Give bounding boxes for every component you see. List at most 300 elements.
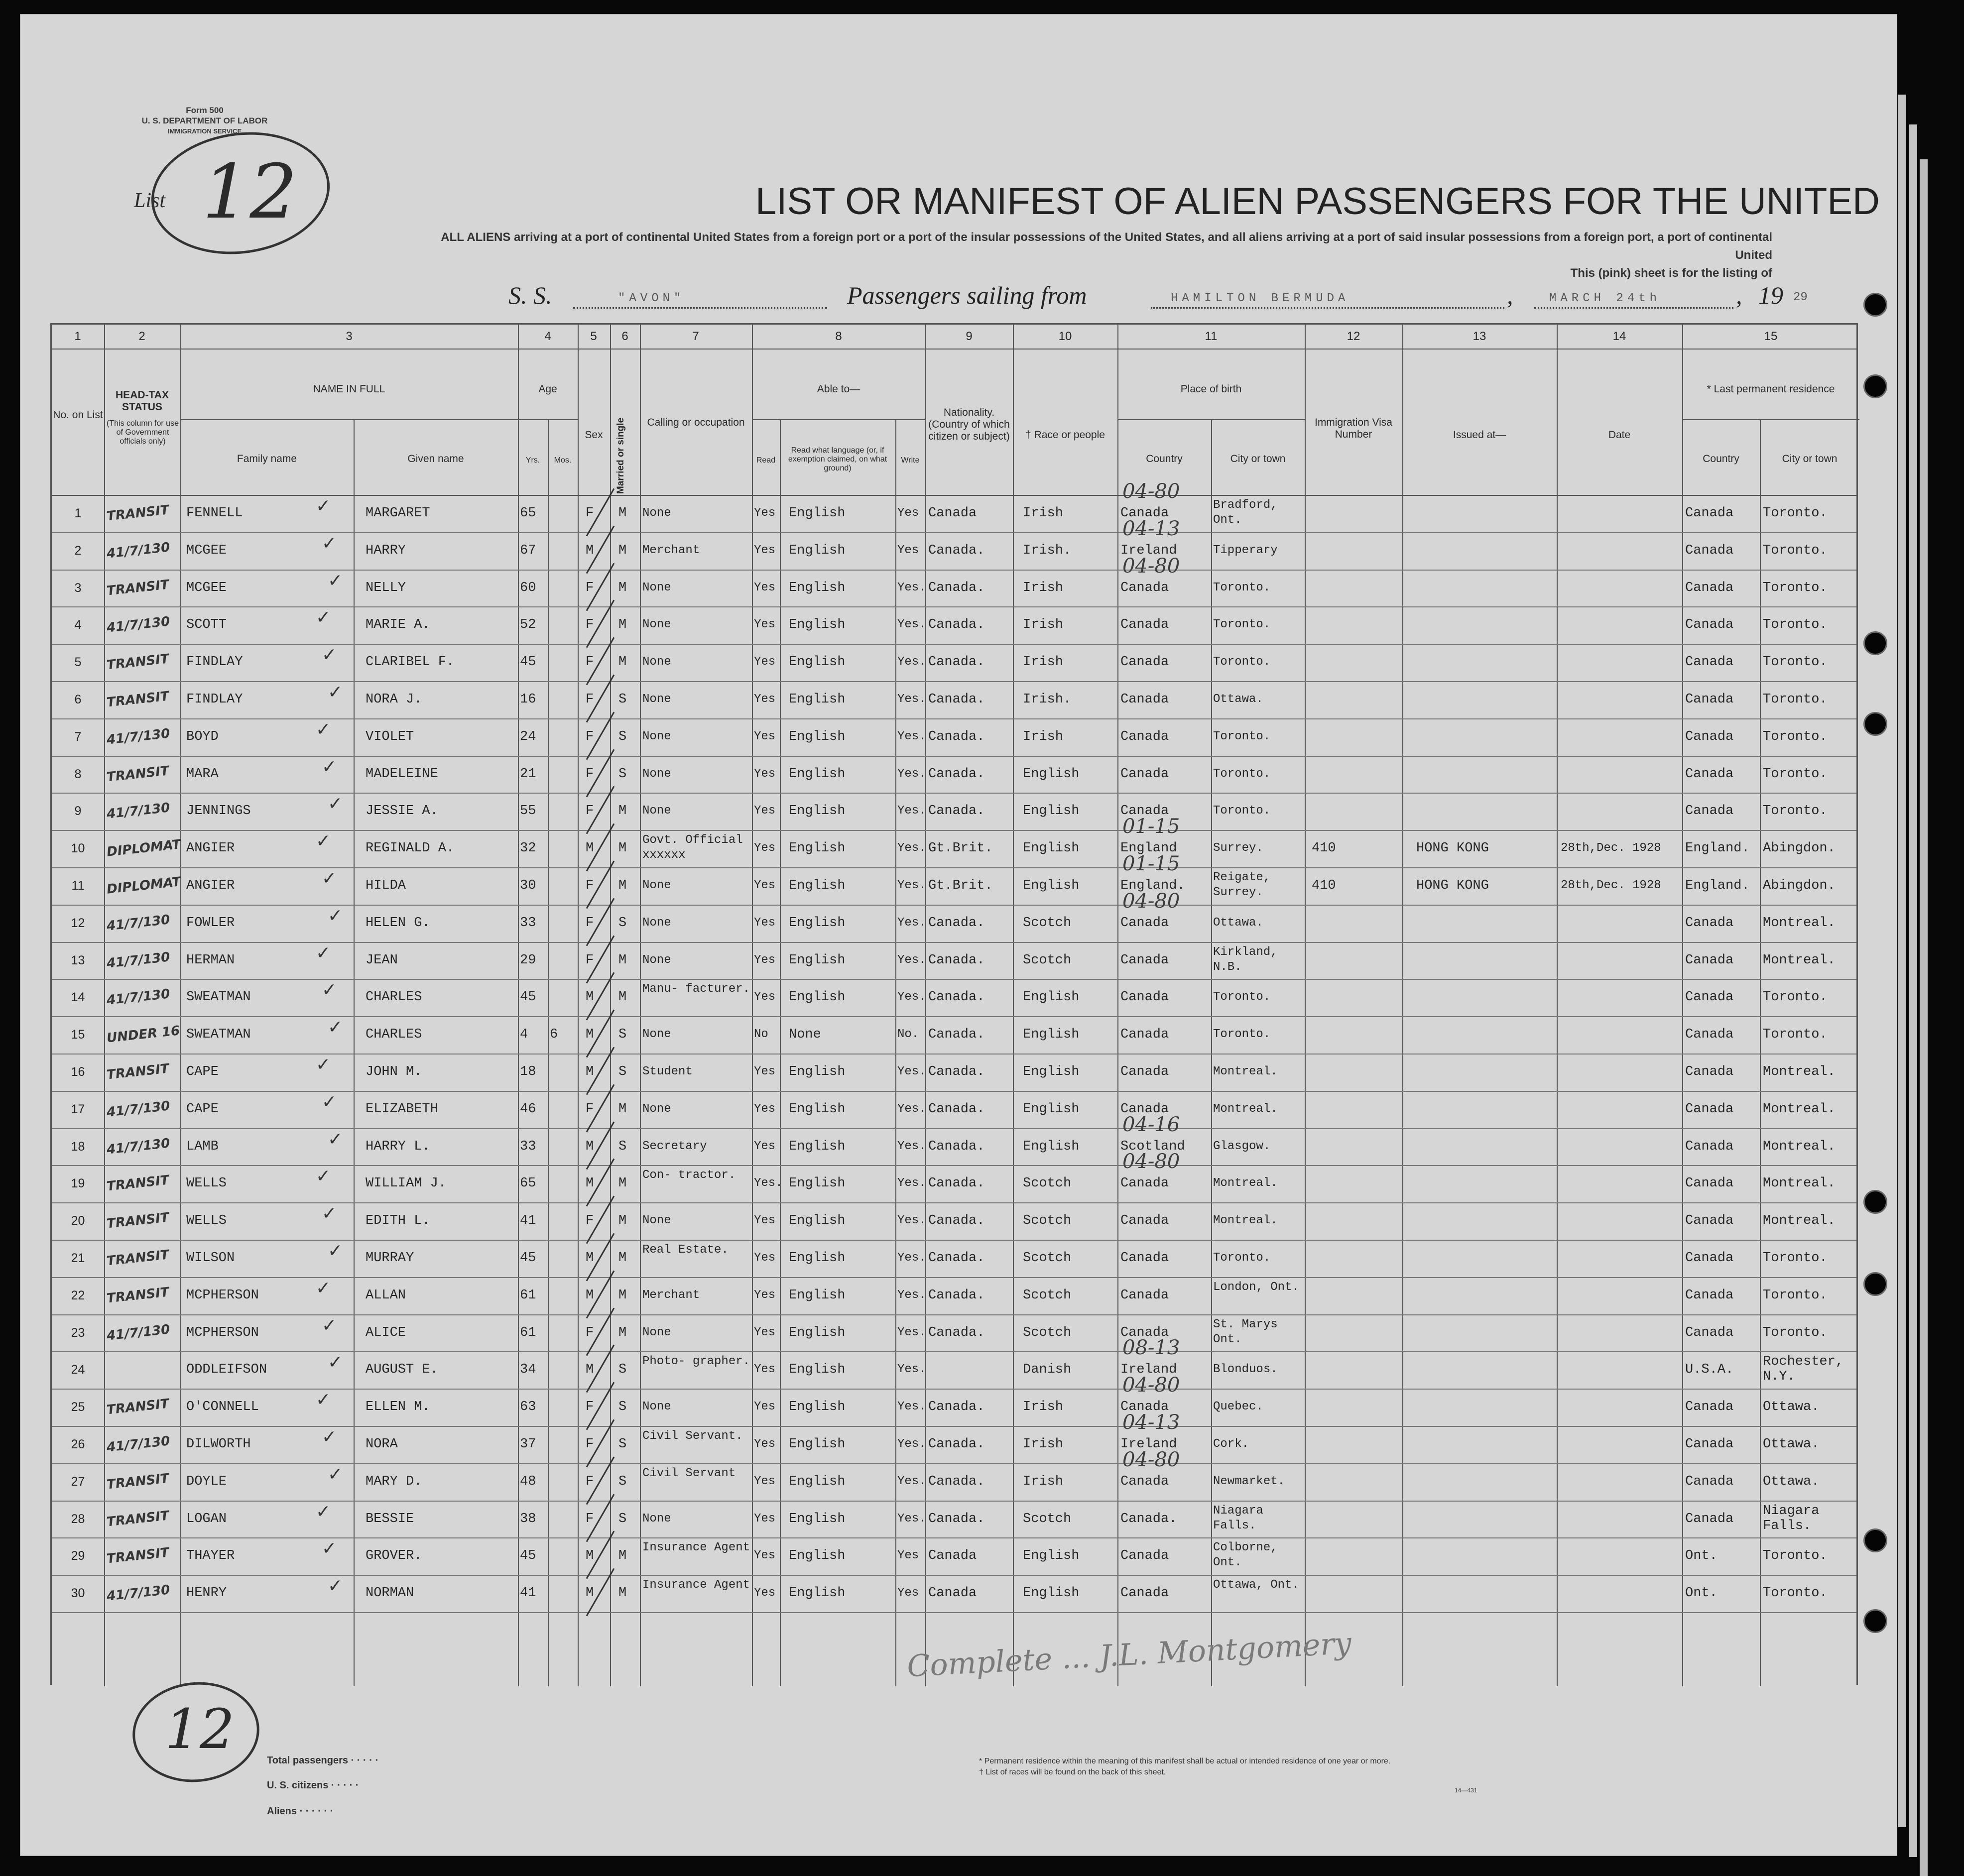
sex: F <box>586 1437 594 1452</box>
row-number: 29 <box>71 1549 85 1563</box>
nationality: Canada. <box>928 655 985 670</box>
can-read: Yes <box>754 1102 776 1116</box>
race: Irish <box>1023 1474 1064 1489</box>
header-last-residence: * Last permanent residence <box>1707 383 1835 395</box>
row-number: 4 <box>74 618 82 632</box>
birth-country: Canada <box>1120 1176 1169 1191</box>
table-row <box>52 1092 1856 1129</box>
can-write: Yes. <box>897 1065 926 1078</box>
birth-country: Canada <box>1120 1586 1169 1601</box>
can-write: Yes. <box>897 767 926 781</box>
row-number: 5 <box>74 655 82 670</box>
header-age-months: Mos. <box>554 456 572 465</box>
given-name: MURRAY <box>366 1251 414 1266</box>
given-name: MARY D. <box>366 1474 422 1489</box>
can-read: Yes <box>754 693 776 706</box>
residence-country: England. <box>1685 841 1750 856</box>
marital-status: M <box>618 1251 627 1266</box>
race: Scotch <box>1023 1288 1072 1303</box>
table-row <box>52 980 1856 1017</box>
family-name: ODDLEIFSON <box>186 1362 267 1378</box>
residence-country: Canada <box>1685 1325 1734 1340</box>
marital-status: S <box>618 1400 627 1415</box>
handwritten-code: 04-80 <box>1122 1448 1180 1471</box>
header-place-of-birth: Place of birth <box>1180 383 1242 395</box>
birth-country: Canada <box>1120 1064 1169 1079</box>
birth-city: Toronto. <box>1213 804 1271 818</box>
occupation: None <box>642 916 671 930</box>
column-number: 13 <box>1473 330 1486 343</box>
birth-city: Montreal. <box>1213 1102 1278 1116</box>
column-number: 12 <box>1347 330 1360 343</box>
occupation: None <box>642 729 671 743</box>
residence-country: Canada <box>1685 655 1734 670</box>
given-name: CHARLES <box>366 1027 422 1043</box>
given-name: ALLAN <box>366 1288 406 1303</box>
marital-status: M <box>618 1288 627 1303</box>
head-tax-status: TRANSIT <box>106 651 170 673</box>
handwritten-code: 04-13 <box>1122 517 1180 540</box>
race: English <box>1023 878 1080 893</box>
age-years: 52 <box>520 617 536 633</box>
age-years: 29 <box>520 952 536 968</box>
read-language: English <box>789 729 846 744</box>
residence-country: Canada <box>1685 543 1734 558</box>
can-read: Yes <box>754 1549 776 1563</box>
age-years: 65 <box>520 1176 536 1191</box>
residence-country: Canada <box>1685 915 1734 931</box>
row-number: 22 <box>71 1288 85 1302</box>
head-tax-status: TRANSIT <box>106 502 170 524</box>
handwritten-code: 04-80 <box>1122 480 1180 503</box>
family-name: MCGEE <box>186 580 227 595</box>
marital-status: S <box>618 766 627 782</box>
header-res-country: Country <box>1703 453 1739 465</box>
sex: F <box>586 1400 594 1415</box>
read-language: English <box>789 655 846 670</box>
us-citizens-label: U. S. citizens · · · · · <box>267 1780 359 1791</box>
check-mark-icon: ✓ <box>316 942 331 963</box>
can-read: Yes <box>754 953 776 967</box>
row-number: 13 <box>71 953 85 967</box>
head-tax-status: DIPLOMAT <box>106 874 182 897</box>
sex: F <box>586 655 594 670</box>
age-years: 45 <box>520 655 536 670</box>
read-language: English <box>789 1101 846 1117</box>
sex: F <box>586 915 594 931</box>
residence-country: Canada <box>1685 692 1734 707</box>
birth-city: Colborne, Ont. <box>1213 1541 1278 1570</box>
can-read: Yes <box>754 1363 776 1377</box>
ship-label: S. S. <box>508 281 552 309</box>
handwritten-code: 04-80 <box>1122 1374 1180 1397</box>
can-read: Yes <box>754 506 776 520</box>
head-tax-status: TRANSIT <box>106 1545 170 1567</box>
nationality: Canada. <box>928 915 985 931</box>
head-tax-status: TRANSIT <box>106 689 170 710</box>
age-years: 24 <box>520 729 536 744</box>
residence-city: Montreal. <box>1763 1101 1836 1117</box>
check-mark-icon: ✓ <box>316 1278 331 1298</box>
header-nationality: Nationality. (Country of which citizen or subject) <box>928 407 1010 442</box>
residence-city: Toronto. <box>1763 1027 1828 1043</box>
head-tax-status: TRANSIT <box>106 1172 170 1194</box>
can-write: Yes. <box>897 1214 926 1228</box>
can-write: Yes. <box>897 916 926 930</box>
sex: M <box>586 1176 594 1191</box>
birth-city: Reigate, Surrey. <box>1213 871 1271 899</box>
head-tax-status: TRANSIT <box>106 1396 170 1418</box>
birth-country: Canada <box>1120 1027 1169 1043</box>
sex: M <box>586 543 594 558</box>
age-years: 41 <box>520 1213 536 1229</box>
birth-country: Canada <box>1120 1325 1169 1340</box>
given-name: JEAN <box>366 952 398 968</box>
marital-status: M <box>618 506 627 521</box>
read-language: English <box>789 1288 846 1303</box>
residence-city: Toronto. <box>1763 766 1828 782</box>
circled-total: 12 <box>165 1697 235 1761</box>
residence-city: Montreal. <box>1763 915 1836 931</box>
birth-country: Canada. <box>1120 1511 1177 1526</box>
nationality: Canada. <box>928 804 985 819</box>
head-tax-status: 41/7/130 <box>106 800 171 822</box>
check-mark-icon: ✓ <box>328 1241 343 1261</box>
marital-status: S <box>618 1027 627 1043</box>
given-name: HARRY <box>366 543 406 558</box>
read-language: English <box>789 1362 846 1378</box>
can-write: No. <box>897 1028 919 1042</box>
residence-city: Toronto. <box>1763 543 1828 558</box>
nationality: Canada. <box>928 1139 985 1154</box>
age-years: 38 <box>520 1511 536 1526</box>
race: Scotch <box>1023 1325 1072 1340</box>
visa-date: 28th,Dec. 1928 <box>1561 879 1661 892</box>
punch-hole <box>1863 1272 1887 1296</box>
instructions <box>428 229 1772 282</box>
residence-country: Canada <box>1685 506 1734 521</box>
can-read: Yes <box>754 655 776 669</box>
birth-city: Quebec. <box>1213 1400 1263 1414</box>
table-row <box>52 645 1856 682</box>
can-write: Yes. <box>897 953 926 967</box>
family-name: HENRY <box>186 1586 227 1601</box>
sex: F <box>586 1474 594 1489</box>
residence-country: Canada <box>1685 952 1734 968</box>
table-row <box>52 1411 1856 1464</box>
row-number: 16 <box>71 1065 85 1079</box>
race: Irish <box>1023 506 1064 521</box>
age-years: 45 <box>520 1251 536 1266</box>
check-mark-icon: ✓ <box>328 1352 343 1373</box>
nationality: Canada. <box>928 1176 985 1191</box>
sex: M <box>586 990 594 1005</box>
row-number: 23 <box>71 1325 85 1340</box>
residence-city: Montreal. <box>1763 1064 1836 1079</box>
family-name: JENNINGS <box>186 804 251 819</box>
residence-city: Toronto. <box>1763 804 1828 819</box>
family-name: ANGIER <box>186 878 235 893</box>
read-language: English <box>789 1251 846 1266</box>
table-row <box>52 554 1856 608</box>
head-tax-status: 41/7/130 <box>106 540 171 562</box>
handwritten-code: 01-15 <box>1122 815 1180 838</box>
row-number: 18 <box>71 1139 85 1154</box>
birth-country: Canada <box>1120 692 1169 707</box>
table-row <box>52 1374 1856 1427</box>
can-read: Yes <box>754 1214 776 1228</box>
occupation: None <box>642 655 671 669</box>
birth-city: Kirkland, N.B. <box>1213 945 1278 974</box>
residence-country: Canada <box>1685 766 1734 782</box>
race: Scotch <box>1023 915 1072 931</box>
read-language: English <box>789 1064 846 1079</box>
check-mark-icon: ✓ <box>322 1427 337 1447</box>
occupation: Real Estate. <box>642 1243 729 1257</box>
occupation: Merchant <box>642 1288 700 1302</box>
can-write: Yes. <box>897 1251 926 1265</box>
can-read: Yes <box>754 1251 776 1265</box>
occupation: Insurance Agent <box>642 1578 750 1592</box>
head-tax-status: 41/7/130 <box>106 1433 171 1455</box>
sex: F <box>586 1213 594 1229</box>
row-number: 6 <box>74 693 82 706</box>
marital-status: M <box>618 1586 627 1601</box>
family-name: LAMB <box>186 1139 219 1154</box>
occupation: None <box>642 804 671 818</box>
race: Irish. <box>1023 543 1072 558</box>
birth-country: England. <box>1120 878 1185 893</box>
can-write: Yes. <box>897 693 926 706</box>
can-read: Yes <box>754 1437 776 1451</box>
occupation: None <box>642 767 671 781</box>
check-mark-icon: ✓ <box>328 1129 343 1150</box>
table-row <box>52 889 1856 943</box>
marital-status: M <box>618 1548 627 1564</box>
check-mark-icon: ✓ <box>316 719 331 740</box>
punch-hole <box>1863 374 1887 398</box>
occupation: Manu- facturer. <box>642 982 750 996</box>
given-name: HARRY L. <box>366 1139 430 1154</box>
family-name: MCPHERSON <box>186 1325 259 1340</box>
occupation: Student <box>642 1065 693 1078</box>
birth-country: Canada <box>1120 952 1169 968</box>
residence-country: U.S.A. <box>1685 1362 1734 1378</box>
residence-city: Montreal. <box>1763 952 1836 968</box>
can-read: Yes <box>754 1512 776 1525</box>
family-name: FENNELL <box>186 506 243 521</box>
given-name: WILLIAM J. <box>366 1176 447 1191</box>
birth-country: Canada <box>1120 617 1169 633</box>
sex: F <box>586 1511 594 1526</box>
nationality: Canada. <box>928 543 985 558</box>
residence-country: Canada <box>1685 617 1734 633</box>
family-name: HERMAN <box>186 952 235 968</box>
row-number: 26 <box>71 1437 85 1451</box>
nationality: Canada. <box>928 1511 985 1526</box>
head-tax-status: 41/7/130 <box>106 1136 171 1158</box>
marital-status: S <box>618 1474 627 1489</box>
birth-country: Scotland <box>1120 1139 1185 1154</box>
read-language: English <box>789 766 846 782</box>
family-name: SWEATMAN <box>186 990 251 1005</box>
residence-country: Canada <box>1685 1474 1734 1489</box>
given-name: MADELEINE <box>366 766 438 782</box>
nationality: Gt.Brit. <box>928 878 993 893</box>
sex: F <box>586 729 594 744</box>
column-number: 14 <box>1612 330 1626 343</box>
read-language: English <box>789 1213 846 1229</box>
birth-city: London, Ont. <box>1213 1280 1299 1294</box>
marital-status: M <box>618 580 627 595</box>
footnote-races: † List of races will be found on the back of this sheet. <box>979 1768 1166 1776</box>
nationality: Canada. <box>928 1101 985 1117</box>
total-passengers-label: Total passengers · · · · · <box>267 1755 379 1766</box>
race: English <box>1023 841 1080 856</box>
nationality: Canada. <box>928 729 985 744</box>
given-name: CLARIBEL F. <box>366 655 455 670</box>
can-write: Yes. <box>897 618 926 632</box>
race: Scotch <box>1023 1176 1072 1191</box>
age-years: 63 <box>520 1400 536 1415</box>
table-row <box>52 757 1856 794</box>
residence-city: Toronto. <box>1763 617 1828 633</box>
can-write: Yes <box>897 1549 919 1563</box>
occupation: Secretary <box>642 1139 707 1153</box>
residence-city: Montreal. <box>1763 1139 1836 1154</box>
occupation: Insurance Agent <box>642 1541 750 1555</box>
birth-country: Canada <box>1120 655 1169 670</box>
nationality: Canada. <box>928 1027 985 1043</box>
age-years: 65 <box>520 506 536 521</box>
head-tax-status: 41/7/130 <box>106 1322 171 1344</box>
given-name: NELLY <box>366 580 406 595</box>
race: English <box>1023 1027 1080 1043</box>
check-mark-icon: ✓ <box>316 1055 331 1075</box>
birth-city: Montreal. <box>1213 1214 1278 1228</box>
read-language: English <box>789 1511 846 1526</box>
marital-status: M <box>618 1101 627 1117</box>
race: Danish <box>1023 1362 1072 1378</box>
head-tax-status: 41/7/130 <box>106 614 171 636</box>
birth-country: Canada <box>1120 766 1169 782</box>
occupation: Con- tractor. <box>642 1169 736 1182</box>
table-row <box>52 1502 1856 1539</box>
given-name: REGINALD A. <box>366 841 455 856</box>
column-number: 4 <box>544 330 551 343</box>
given-name: CHARLES <box>366 990 422 1005</box>
residence-country: Canada <box>1685 1251 1734 1266</box>
column-number: 15 <box>1764 330 1778 343</box>
check-mark-icon: ✓ <box>322 1203 337 1224</box>
year-suffix: 29 <box>1793 291 1808 304</box>
check-mark-icon: ✓ <box>328 570 343 591</box>
family-name: WELLS <box>186 1213 227 1229</box>
occupation: None <box>642 1028 671 1042</box>
occupation: None <box>642 1512 671 1525</box>
nationality: Canada. <box>928 1213 985 1229</box>
family-name: MCPHERSON <box>186 1288 259 1303</box>
row-number: 14 <box>71 990 85 1005</box>
race: Irish <box>1023 1437 1064 1452</box>
race: Scotch <box>1023 1511 1072 1526</box>
can-write: Yes <box>897 543 919 557</box>
table-row <box>52 1150 1856 1203</box>
birth-country: Canada <box>1120 1400 1169 1415</box>
marital-status: M <box>618 617 627 633</box>
residence-country: Ont. <box>1685 1586 1718 1601</box>
handwritten-code: 04-16 <box>1122 1113 1180 1136</box>
table-row <box>52 1017 1856 1055</box>
table-row <box>52 943 1856 980</box>
race: English <box>1023 1101 1080 1117</box>
table-row <box>52 1576 1856 1613</box>
family-name: SWEATMAN <box>186 1027 251 1043</box>
residence-country: Canada <box>1685 990 1734 1005</box>
handwritten-code: 01-15 <box>1122 852 1180 875</box>
check-mark-icon: ✓ <box>322 1091 337 1112</box>
family-name: ANGIER <box>186 841 235 856</box>
occupation: None <box>642 1214 671 1228</box>
residence-country: Canada <box>1685 1176 1734 1191</box>
residence-city: Toronto. <box>1763 990 1828 1005</box>
read-language: English <box>789 878 846 893</box>
marital-status: S <box>618 729 627 744</box>
given-name: ELLEN M. <box>366 1400 430 1415</box>
header-read: Read <box>756 456 776 465</box>
header-age: Age <box>538 383 557 395</box>
punch-hole <box>1863 712 1887 736</box>
birth-country: Canada <box>1120 580 1169 595</box>
sex: F <box>586 617 594 633</box>
read-language: English <box>789 1586 846 1601</box>
age-years: 18 <box>520 1064 536 1079</box>
age-years: 60 <box>520 580 536 595</box>
head-tax-status: TRANSIT <box>106 1471 170 1493</box>
row-number: 9 <box>74 804 82 819</box>
check-mark-icon: ✓ <box>322 868 337 889</box>
age-years: 34 <box>520 1362 536 1378</box>
family-name: FOWLER <box>186 915 235 931</box>
birth-country: Canada <box>1120 990 1169 1005</box>
column-number: 8 <box>835 330 842 343</box>
can-write: Yes. <box>897 1325 926 1339</box>
header-sex: Sex <box>585 429 603 441</box>
departure-port: HAMILTON BERMUDA <box>1151 289 1504 309</box>
column-number: 1 <box>74 330 81 343</box>
table-row <box>52 517 1856 571</box>
ship-name: "AVON" <box>573 289 827 309</box>
read-language: English <box>789 1400 846 1415</box>
column-number: 7 <box>692 330 699 343</box>
header-write: Write <box>901 456 920 465</box>
marital-status: M <box>618 841 627 856</box>
age-years: 67 <box>520 543 536 558</box>
check-mark-icon: ✓ <box>316 496 331 516</box>
family-name: DILWORTH <box>186 1437 251 1452</box>
can-write: Yes <box>897 1586 919 1600</box>
column-number-row <box>52 325 1856 350</box>
can-read: Yes <box>754 879 776 892</box>
header-head-tax: HEAD-TAX STATUS <box>116 389 169 413</box>
service-name: IMMIGRATION SERVICE <box>167 127 242 135</box>
given-name: NORA <box>366 1437 398 1452</box>
occupation: None <box>642 953 671 967</box>
marital-status: S <box>618 1511 627 1526</box>
occupation: Govt. Official xxxxxx <box>642 833 743 862</box>
race: English <box>1023 766 1080 782</box>
check-mark-icon: ✓ <box>322 756 337 777</box>
